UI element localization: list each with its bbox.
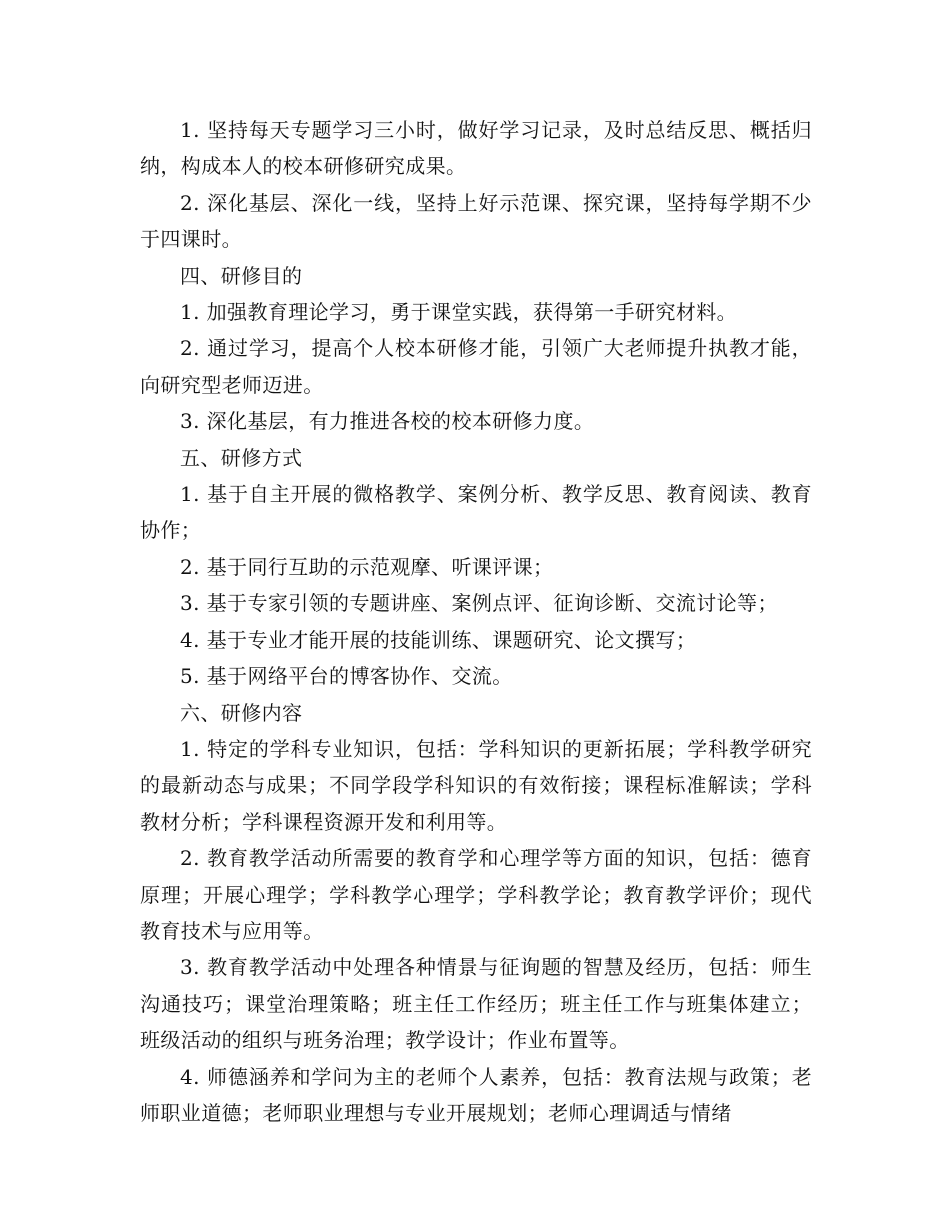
- paragraph: 4. 师德涵养和学问为主的老师个人素养，包括：教育法规与政策；老师职业道德；老师职业理想与专业开展规划；老师心理调适与情绪: [140, 1064, 812, 1125]
- paragraph: 1. 基于自主开展的微格教学、案例分析、教学反思、教育阅读、教育协作；: [140, 482, 812, 543]
- paragraph: 1. 特定的学科专业知识，包括：学科知识的更新拓展；学科教学研究的最新动态与成果；不同学段学科知识的有效衔接；课程标准解读；学科教材分析；学科课程资源开发和利用等。: [140, 736, 812, 834]
- paragraph: 3. 教育教学活动中处理各种情景与征询题的智慧及经历，包括：师生沟通技巧；课堂治理策略；班主任工作经历；班主任工作与班集体建立；班级活动的组织与班务治理；教学设计；作业布置等。: [140, 955, 812, 1053]
- document-page: [140, 112, 812, 1131]
- paragraph: 2. 通过学习，提高个人校本研修才能，引领广大老师提升执教才能，向研究型老师迈进。: [140, 336, 812, 397]
- section-heading: 六、研修内容: [180, 700, 303, 725]
- paragraph: 1. 坚持每天专题学习三小时，做好学习记录，及时总结反思、概括归纳，构成本人的校本研修研究成果。: [140, 118, 812, 179]
- paragraph: 2. 教育教学活动所需要的教育学和心理学等方面的知识，包括：德育原理；开展心理学；学科教学心理学；学科教学论；教育教学评价；现代教育技术与应用等。: [140, 846, 812, 943]
- paragraph: 5. 基于网络平台的博客协作、交流。: [180, 664, 513, 689]
- paragraph: 3. 深化基层，有力推进各校的校本研修力度。: [180, 409, 595, 434]
- paragraph: 2. 基于同行互助的示范观摩、听课评课；: [180, 554, 554, 579]
- paragraph: 3. 基于专家引领的专题讲座、案例点评、征询诊断、交流讨论等；: [180, 591, 778, 616]
- paragraph: 2. 深化基层、深化一线，坚持上好示范课、探究课，坚持每学期不少于四课时。: [140, 190, 812, 252]
- section-heading: 四、研修目的: [180, 263, 303, 288]
- paragraph: 1. 加强教育理论学习，勇于课堂实践，获得第一手研究材料。: [180, 300, 738, 325]
- section-heading: 五、研修方式: [180, 445, 303, 470]
- paragraph: 4. 基于专业才能开展的技能训练、课题研究、论文撰写；: [180, 627, 697, 652]
